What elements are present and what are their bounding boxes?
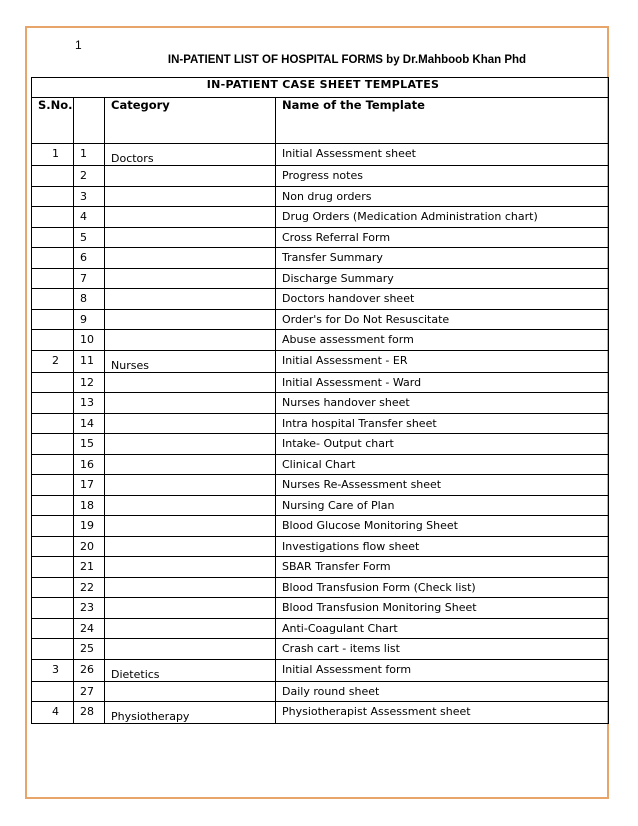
row-number: 26 bbox=[74, 659, 105, 681]
row-category bbox=[105, 598, 276, 619]
row-number: 9 bbox=[74, 309, 105, 330]
row-template-name: Doctors handover sheet bbox=[276, 289, 609, 310]
page-number: 1 bbox=[75, 38, 82, 52]
row-sno bbox=[32, 681, 74, 702]
row-template-name: Anti-Coagulant Chart bbox=[276, 618, 609, 639]
row-category bbox=[105, 413, 276, 434]
row-category bbox=[105, 330, 276, 351]
row-number: 24 bbox=[74, 618, 105, 639]
row-sno bbox=[32, 598, 74, 619]
row-template-name: Initial Assessment - ER bbox=[276, 350, 609, 372]
table-row bbox=[32, 495, 609, 516]
table-body bbox=[32, 144, 609, 724]
row-number: 21 bbox=[74, 557, 105, 578]
row-category: Doctors bbox=[105, 144, 276, 166]
table-row bbox=[32, 350, 609, 372]
row-number: 28 bbox=[74, 702, 105, 724]
row-template-name: Nurses Re-Assessment sheet bbox=[276, 475, 609, 496]
row-sno bbox=[32, 289, 74, 310]
row-category bbox=[105, 248, 276, 269]
table-row bbox=[32, 413, 609, 434]
row-number: 19 bbox=[74, 516, 105, 537]
row-template-name: Intake- Output chart bbox=[276, 434, 609, 455]
table-title: IN-PATIENT CASE SHEET TEMPLATES bbox=[32, 78, 609, 98]
table-row bbox=[32, 372, 609, 393]
row-sno bbox=[32, 330, 74, 351]
row-number: 25 bbox=[74, 639, 105, 660]
row-number: 7 bbox=[74, 268, 105, 289]
row-number: 1 bbox=[74, 144, 105, 166]
row-number: 23 bbox=[74, 598, 105, 619]
row-category bbox=[105, 186, 276, 207]
row-category bbox=[105, 516, 276, 537]
row-template-name: SBAR Transfer Form bbox=[276, 557, 609, 578]
table-row bbox=[32, 475, 609, 496]
row-category bbox=[105, 166, 276, 187]
row-sno bbox=[32, 207, 74, 228]
row-number: 16 bbox=[74, 454, 105, 475]
row-number: 17 bbox=[74, 475, 105, 496]
row-category bbox=[105, 372, 276, 393]
header-template-name: Name of the Template bbox=[276, 98, 609, 144]
table-row bbox=[32, 330, 609, 351]
row-category bbox=[105, 227, 276, 248]
row-template-name: Abuse assessment form bbox=[276, 330, 609, 351]
row-sno: 2 bbox=[32, 350, 74, 372]
row-template-name: Nurses handover sheet bbox=[276, 393, 609, 414]
table-row bbox=[32, 516, 609, 537]
row-number: 20 bbox=[74, 536, 105, 557]
row-category bbox=[105, 454, 276, 475]
table-row bbox=[32, 393, 609, 414]
row-category bbox=[105, 207, 276, 228]
table-row bbox=[32, 248, 609, 269]
row-template-name: Investigations flow sheet bbox=[276, 536, 609, 557]
table-row bbox=[32, 577, 609, 598]
row-template-name: Intra hospital Transfer sheet bbox=[276, 413, 609, 434]
row-sno bbox=[32, 495, 74, 516]
document-title bbox=[0, 54, 638, 66]
row-template-name: Crash cart - items list bbox=[276, 639, 609, 660]
table-row bbox=[32, 681, 609, 702]
row-template-name: Cross Referral Form bbox=[276, 227, 609, 248]
row-sno bbox=[32, 577, 74, 598]
row-template-name: Nursing Care of Plan bbox=[276, 495, 609, 516]
row-template-name: Initial Assessment - Ward bbox=[276, 372, 609, 393]
table-row bbox=[32, 309, 609, 330]
row-category bbox=[105, 475, 276, 496]
row-template-name: Clinical Chart bbox=[276, 454, 609, 475]
table-row bbox=[32, 166, 609, 187]
row-category: Physiotherapy bbox=[105, 702, 276, 724]
row-template-name: Blood Glucose Monitoring Sheet bbox=[276, 516, 609, 537]
row-number: 3 bbox=[74, 186, 105, 207]
row-template-name: Blood Transfusion Monitoring Sheet bbox=[276, 598, 609, 619]
row-sno bbox=[32, 227, 74, 248]
table-row bbox=[32, 536, 609, 557]
row-sno bbox=[32, 166, 74, 187]
row-sno: 4 bbox=[32, 702, 74, 724]
row-template-name: Blood Transfusion Form (Check list) bbox=[276, 577, 609, 598]
table-row bbox=[32, 434, 609, 455]
row-number: 5 bbox=[74, 227, 105, 248]
table-row bbox=[32, 598, 609, 619]
row-template-name: Initial Assessment form bbox=[276, 659, 609, 681]
row-sno bbox=[32, 639, 74, 660]
row-category bbox=[105, 639, 276, 660]
table-title-row bbox=[32, 78, 609, 98]
row-sno bbox=[32, 372, 74, 393]
row-category bbox=[105, 495, 276, 516]
row-category bbox=[105, 618, 276, 639]
row-template-name: Initial Assessment sheet bbox=[276, 144, 609, 166]
row-sno bbox=[32, 434, 74, 455]
row-number: 10 bbox=[74, 330, 105, 351]
row-template-name: Transfer Summary bbox=[276, 248, 609, 269]
row-sno bbox=[32, 475, 74, 496]
row-template-name: Daily round sheet bbox=[276, 681, 609, 702]
document-title-text: IN-PATIENT LIST OF HOSPITAL FORMS by Dr.Mahboob Khan Phd bbox=[167, 54, 527, 66]
row-number: 12 bbox=[74, 372, 105, 393]
table-row bbox=[32, 557, 609, 578]
row-sno bbox=[32, 536, 74, 557]
row-template-name: Progress notes bbox=[276, 166, 609, 187]
table-row bbox=[32, 268, 609, 289]
row-number: 8 bbox=[74, 289, 105, 310]
row-template-name: Non drug orders bbox=[276, 186, 609, 207]
row-category bbox=[105, 434, 276, 455]
table-row bbox=[32, 618, 609, 639]
row-sno bbox=[32, 186, 74, 207]
row-sno bbox=[32, 309, 74, 330]
table-row bbox=[32, 227, 609, 248]
row-sno bbox=[32, 248, 74, 269]
row-category: Nurses bbox=[105, 350, 276, 372]
row-category bbox=[105, 268, 276, 289]
row-template-name: Discharge Summary bbox=[276, 268, 609, 289]
row-category bbox=[105, 536, 276, 557]
row-sno bbox=[32, 516, 74, 537]
row-sno bbox=[32, 268, 74, 289]
row-sno bbox=[32, 454, 74, 475]
header-sno: S.No. bbox=[32, 98, 74, 144]
table-row bbox=[32, 639, 609, 660]
row-number: 15 bbox=[74, 434, 105, 455]
row-number: 18 bbox=[74, 495, 105, 516]
row-category bbox=[105, 309, 276, 330]
row-sno bbox=[32, 393, 74, 414]
row-template-name: Physiotherapist Assessment sheet bbox=[276, 702, 609, 724]
row-sno: 1 bbox=[32, 144, 74, 166]
row-number: 4 bbox=[74, 207, 105, 228]
header-category: Category bbox=[105, 98, 276, 144]
row-template-name: Order's for Do Not Resuscitate bbox=[276, 309, 609, 330]
row-sno bbox=[32, 413, 74, 434]
row-category bbox=[105, 557, 276, 578]
table-row bbox=[32, 144, 609, 166]
header-number bbox=[74, 98, 105, 144]
row-number: 14 bbox=[74, 413, 105, 434]
row-category bbox=[105, 289, 276, 310]
table-row bbox=[32, 702, 609, 724]
row-number: 22 bbox=[74, 577, 105, 598]
table-header-row bbox=[32, 98, 609, 144]
row-template-name: Drug Orders (Medication Administration chart) bbox=[276, 207, 609, 228]
row-category bbox=[105, 681, 276, 702]
table-row bbox=[32, 289, 609, 310]
row-sno bbox=[32, 618, 74, 639]
row-category bbox=[105, 393, 276, 414]
row-number: 27 bbox=[74, 681, 105, 702]
table-row bbox=[32, 659, 609, 681]
table-row bbox=[32, 207, 609, 228]
row-category: Dietetics bbox=[105, 659, 276, 681]
row-number: 2 bbox=[74, 166, 105, 187]
row-number: 13 bbox=[74, 393, 105, 414]
row-sno bbox=[32, 557, 74, 578]
table-row bbox=[32, 454, 609, 475]
templates-table bbox=[31, 77, 609, 724]
table-row bbox=[32, 186, 609, 207]
row-number: 11 bbox=[74, 350, 105, 372]
row-sno: 3 bbox=[32, 659, 74, 681]
row-number: 6 bbox=[74, 248, 105, 269]
row-category bbox=[105, 577, 276, 598]
